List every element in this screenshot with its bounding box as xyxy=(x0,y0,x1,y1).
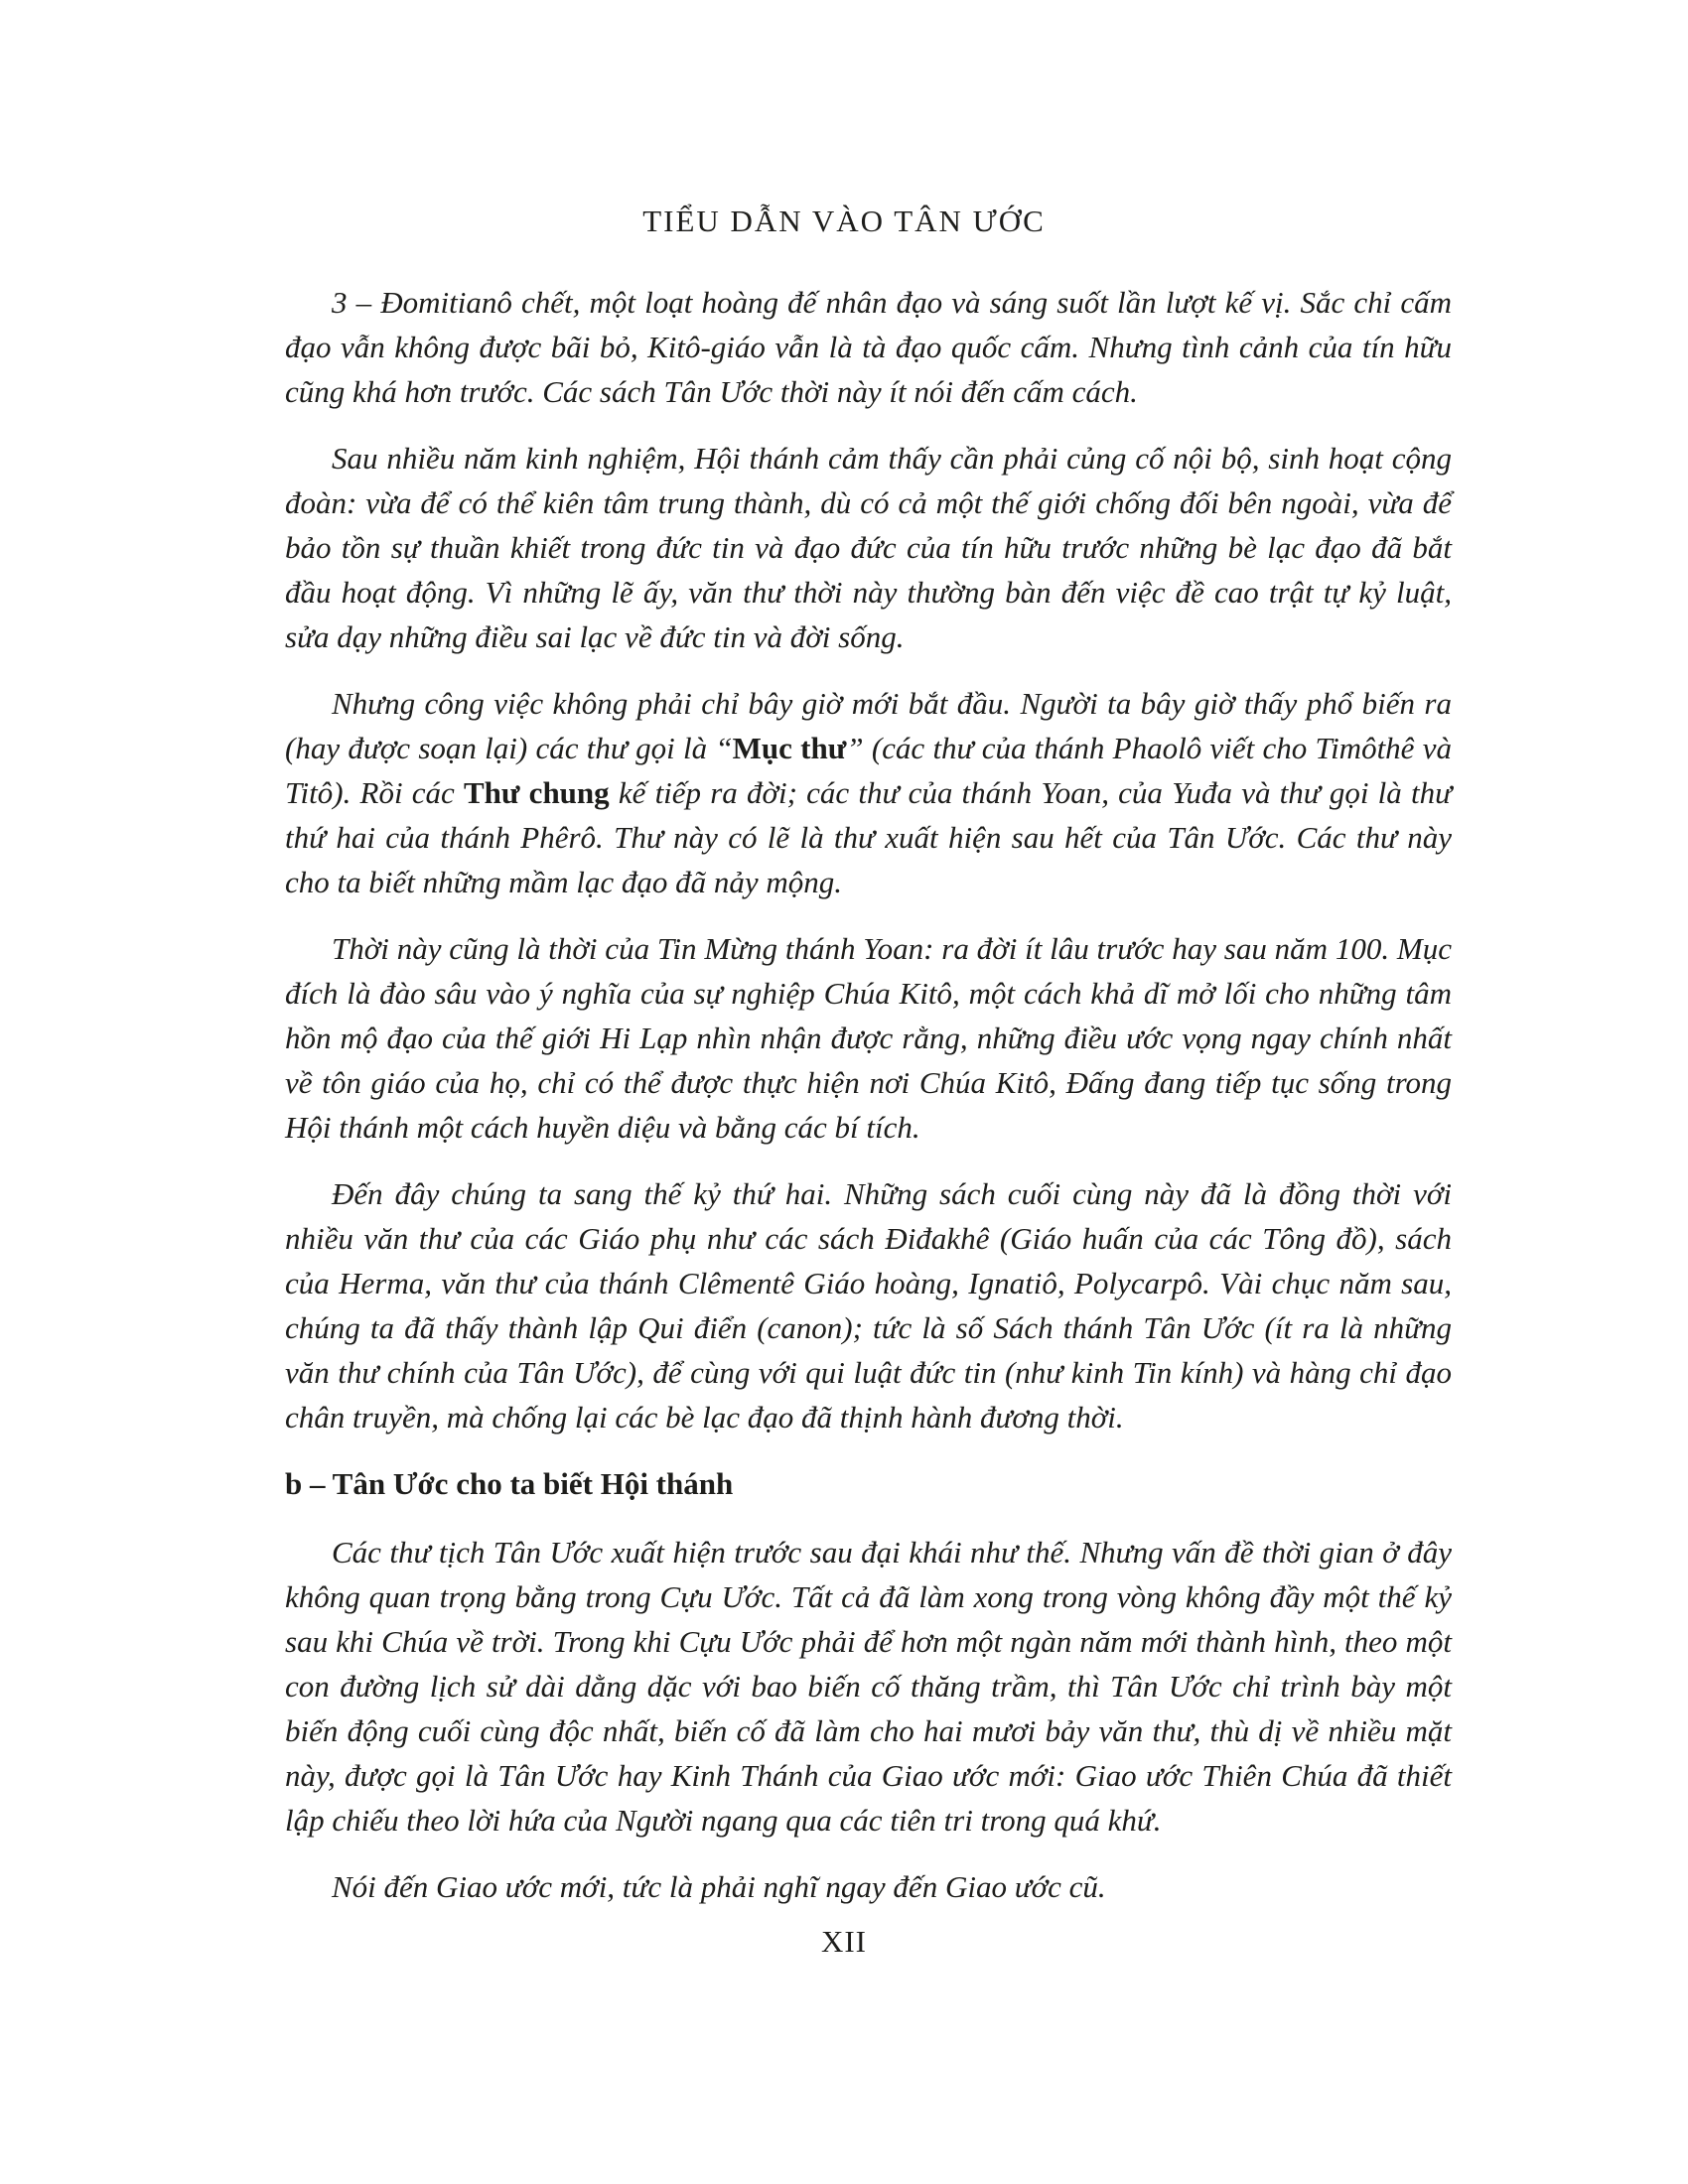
text-run: Nhưng công việc không phải chỉ bây giờ mới bắt đầu. Người ta bây giờ thấy phổ biến ra (hay được soạn lại) các thư gọi là “ xyxy=(285,686,1452,765)
section-heading-b xyxy=(285,1461,1452,1506)
paragraph-new-covenant xyxy=(285,1864,1452,1909)
text-run-bold-thu-chung: Thư chung xyxy=(463,775,610,810)
text-run: Các thư tịch Tân Ước xuất hiện trước sau đại khái như thế. Nhưng vấn đề thời gian ở đây không quan trọng bằng trong Cựu Ước. Tất cả đã làm xong trong vòng không đầy một thế kỷ sau khi Chúa về trời. Trong khi Cựu Ước phải để hơn một ngàn năm mới thành hình, theo một con đường lịch sử dài dằng dặc với bao biến cố thăng trầm, thì Tân Ước chỉ trình bày một biến động cuối cùng độc nhất, biến cố đã làm cho hai mươi bảy văn thư, thù dị về nhiều mặt này, được gọi là Tân Ước hay Kinh Thánh của Giao ước mới: Giao ước Thiên Chúa đã thiết lập chiếu theo lời hứa của Người ngang qua các tiên tri trong quá khứ. xyxy=(285,1535,1452,1838)
document-body xyxy=(285,280,1452,1931)
running-header-title: TIỂU DẪN VÀO TÂN ƯỚC xyxy=(642,204,1046,238)
text-run: b – Tân Ước cho ta biết Hội thánh xyxy=(285,1466,734,1501)
paragraph-domitian xyxy=(285,280,1452,414)
paragraph-church-consolidation xyxy=(285,436,1452,659)
paragraph-new-testament-timeline xyxy=(285,1530,1452,1843)
paragraph-gospel-of-john xyxy=(285,926,1452,1150)
text-run: ” (các thư của thánh Phaolô viết cho Timôthê và Titô). Rồi các xyxy=(285,731,1452,810)
paragraph-pastoral-letters xyxy=(285,681,1452,904)
text-run: Thời này cũng là thời của Tin Mừng thánh Yoan: ra đời ít lâu trước hay sau năm 100. Mục đích là đào sâu vào ý nghĩa của sự nghiệp Chúa Kitô, một cách khả dĩ mở lối cho những tâm hồn mộ đạo của thế giới Hi Lạp nhìn nhận được rằng, những điều ước vọng ngay chính nhất về tôn giáo của họ, chỉ có thể được thực hiện nơi Chúa Kitô, Đấng đang tiếp tục sống trong Hội thánh một cách huyền diệu và bằng các bí tích. xyxy=(285,931,1452,1145)
paragraph-second-century-canon xyxy=(285,1171,1452,1439)
page-number: XII xyxy=(820,1924,868,1959)
text-run: Nói đến Giao ước mới, tức là phải nghĩ ngay đến Giao ước cũ. xyxy=(332,1869,1106,1904)
text-run: Sau nhiều năm kinh nghiệm, Hội thánh cảm thấy cần phải củng cố nội bộ, sinh hoạt cộng đoàn: vừa để có thể kiên tâm trung thành, dù có cả một thế giới chống đối bên ngoài, vừa để bảo tồn sự thuần khiết trong đức tin và đạo đức của tín hữu trước những bè lạc đạo đã bắt đầu hoạt động. Vì những lẽ ấy, văn thư thời này thường bàn đến việc đề cao trật tự kỷ luật, sửa dạy những điều sai lạc về đức tin và đời sống. xyxy=(285,441,1452,654)
text-run-bold-muc-thu: Mục thư xyxy=(732,731,847,765)
text-run: 3 – Đomitianô chết, một loạt hoàng đế nhân đạo và sáng suốt lần lượt kế vị. Sắc chỉ cấm đạo vẫn không được bãi bỏ, Kitô-giáo vẫn là tà đạo quốc cấm. Nhưng tình cảnh của tín hữu cũng khá hơn trước. Các sách Tân Ước thời này ít nói đến cấm cách. xyxy=(285,285,1452,409)
text-run: kế tiếp ra đời; các thư của thánh Yoan, của Yuđa và thư gọi là thư thứ hai của thánh Phêrô. Thư này có lẽ là thư xuất hiện sau hết của Tân Ước. Các thư này cho ta biết những mầm lạc đạo đã nảy mộng. xyxy=(285,775,1452,899)
text-run: Đến đây chúng ta sang thế kỷ thứ hai. Những sách cuối cùng này đã là đồng thời với nhiều văn thư của các Giáo phụ như các sách Điđakhê (Giáo huấn của các Tông đồ), sách của Herma, văn thư của thánh Clêmentê Giáo hoàng, Ignatiô, Polycarpô. Vài chục năm sau, chúng ta đã thấy thành lập Qui điển (canon); tức là số Sách thánh Tân Ước (ít ra là những văn thư chính của Tân Ước), để cùng với qui luật đức tin (như kinh Tin kính) và hàng chỉ đạo chân truyền, mà chống lại các bè lạc đạo đã thịnh hành đương thời. xyxy=(285,1176,1452,1434)
